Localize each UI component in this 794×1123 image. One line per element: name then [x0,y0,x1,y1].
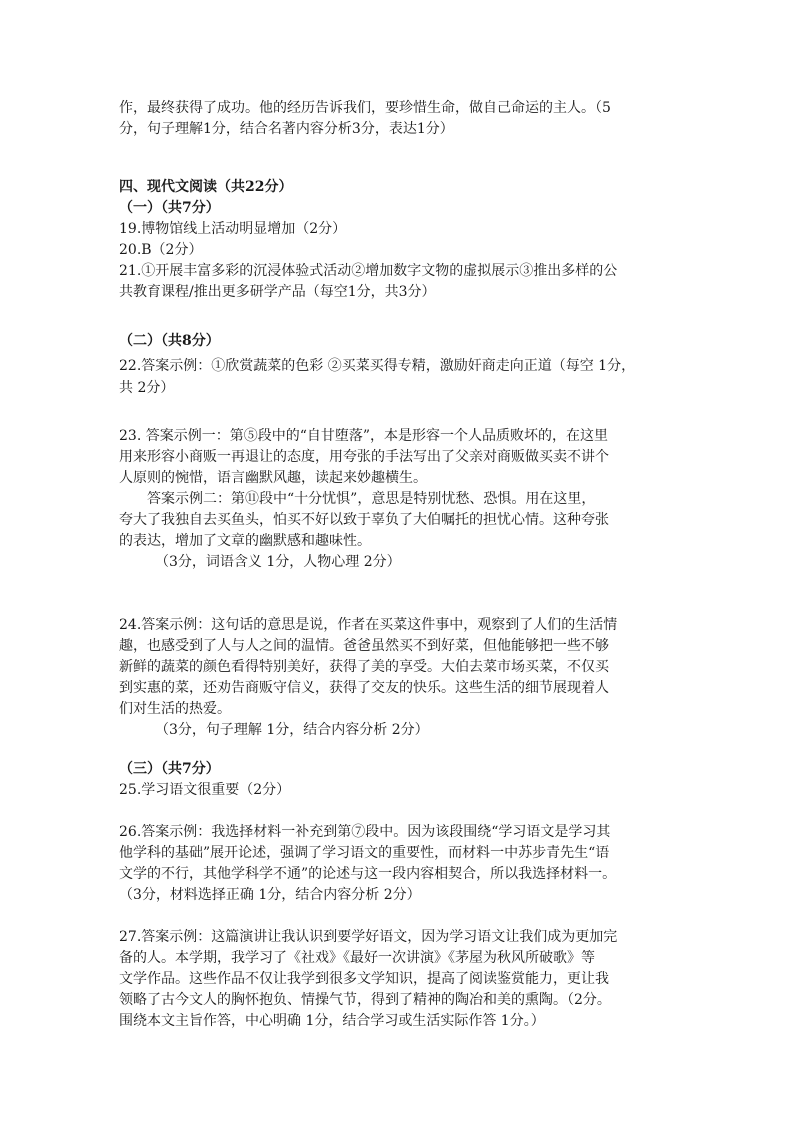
answer-line: 们对生活的热爱。 [119,701,231,717]
answer-line: 文学的不行，其他学科学不通”的论述与这一段内容相契合，所以我选择材料一。 [119,866,617,882]
subsection-heading: （二）（共8分） [119,333,220,349]
answer-line: 趣，也感受到了人与人之间的温情。爸爸虽然买不到好菜，但他能够把一些不够 [119,638,609,654]
scoring-note: （3分，材料选择正确 1分，结合内容分析 2分） [119,887,421,903]
answer-line: 共教育课程/推出更多研学产品（每空1分，共3分） [119,284,436,300]
answer-line: 用来形容小商贩一再退让的态度，用夸张的手法写出了父亲对商贩做买卖不讲个 [119,449,609,465]
answer-line: 夸大了我独自去买鱼头，怕买不好以致于辜负了大伯嘱托的担忧心情。这种夸张 [119,512,609,528]
subsection-heading: （三）（共7分） [119,761,220,777]
answer-line: 23. 答案示例一：第⑤段中的“自甘堕落”，本是形容一个人品质败坏的，在这里 [119,428,609,444]
answer-line: 新鲜的蔬菜的颜色看得特别美好，获得了美的享受。大伯去菜市场买菜，不仅买 [119,659,609,675]
answer-line: 答案示例二：第⑪段中“十分忧惧”，意思是特别忧愁、恐惧。用在这里， [147,491,596,507]
answer-line: 22.答案示例：①欣赏蔬菜的色彩 ②买菜买得专精，激励奸商走向正道（每空 1分， [119,358,636,374]
answer-line: 26.答案示例：我选择材料一补充到第⑦段中。因为该段围绕“学习语文是学习其 [119,824,611,840]
answer-line: 的表达，增加了文章的幽默感和趣味性。 [119,533,371,549]
scoring-note: （3分，句子理解 1分，结合内容分析 2分） [155,722,429,738]
answer-line: 文学作品。这些作品不仅让我学到很多文学知识，提高了阅读鉴赏能力，更让我 [119,971,609,987]
subsection-heading: （一）（共7分） [119,200,220,216]
answer-line: 27.答案示例：这篇演讲让我认识到要学好语文，因为学习语文让我们成为更加完 [119,929,618,945]
answer-line: 备的人。本学期，我学习了《社戏》《最好一次讲演》《茅屋为秋风所破歌》等 [119,950,595,966]
section-heading: 四、现代文阅读（共22分） [119,179,293,195]
answer-line: 21.①开展丰富多彩的沉浸体验式活动②增加数字文物的虚拟展示③推出多样的公 [119,263,618,279]
answer-line: 25.学习语文很重要（2分） [119,782,291,798]
text-line: 分，句子理解1分，结合名著内容分析3分，表达1分） [119,121,454,137]
answer-line: 19.博物馆线上活动明显增加（2分） [119,221,347,237]
answer-line: 24.答案示例：这句话的意思是说，作者在买菜这件事中，观察到了人们的生活情 [119,617,618,633]
scoring-note: （3分，词语含义 1分，人物心理 2分） [155,554,401,570]
answer-line: 他学科的基础”展开论述，强调了学习语文的重要性，而材料一中苏步青先生“语 [119,845,610,861]
answer-line: 领略了古今文人的胸怀抱负、情操气节，得到了精神的陶冶和美的熏陶。（2分。 [119,992,611,1008]
answer-line: 20.B（2分） [119,242,203,258]
answer-line: 到实惠的菜，还劝告商贩守信义，获得了交友的快乐。这些生活的细节展现着人 [119,680,609,696]
answer-line: 人原则的惋惜，语言幽默风趣，读起来妙趣横生。 [119,470,427,486]
text-line: 作，最终获得了成功。他的经历告诉我们，要珍惜生命，做自己命运的主人。（5 [119,100,611,116]
answer-line: 共 2分） [119,380,175,396]
scoring-note: 围绕本文主旨作答，中心明确 1分，结合学习或生活实际作答 1分。） [119,1013,545,1029]
